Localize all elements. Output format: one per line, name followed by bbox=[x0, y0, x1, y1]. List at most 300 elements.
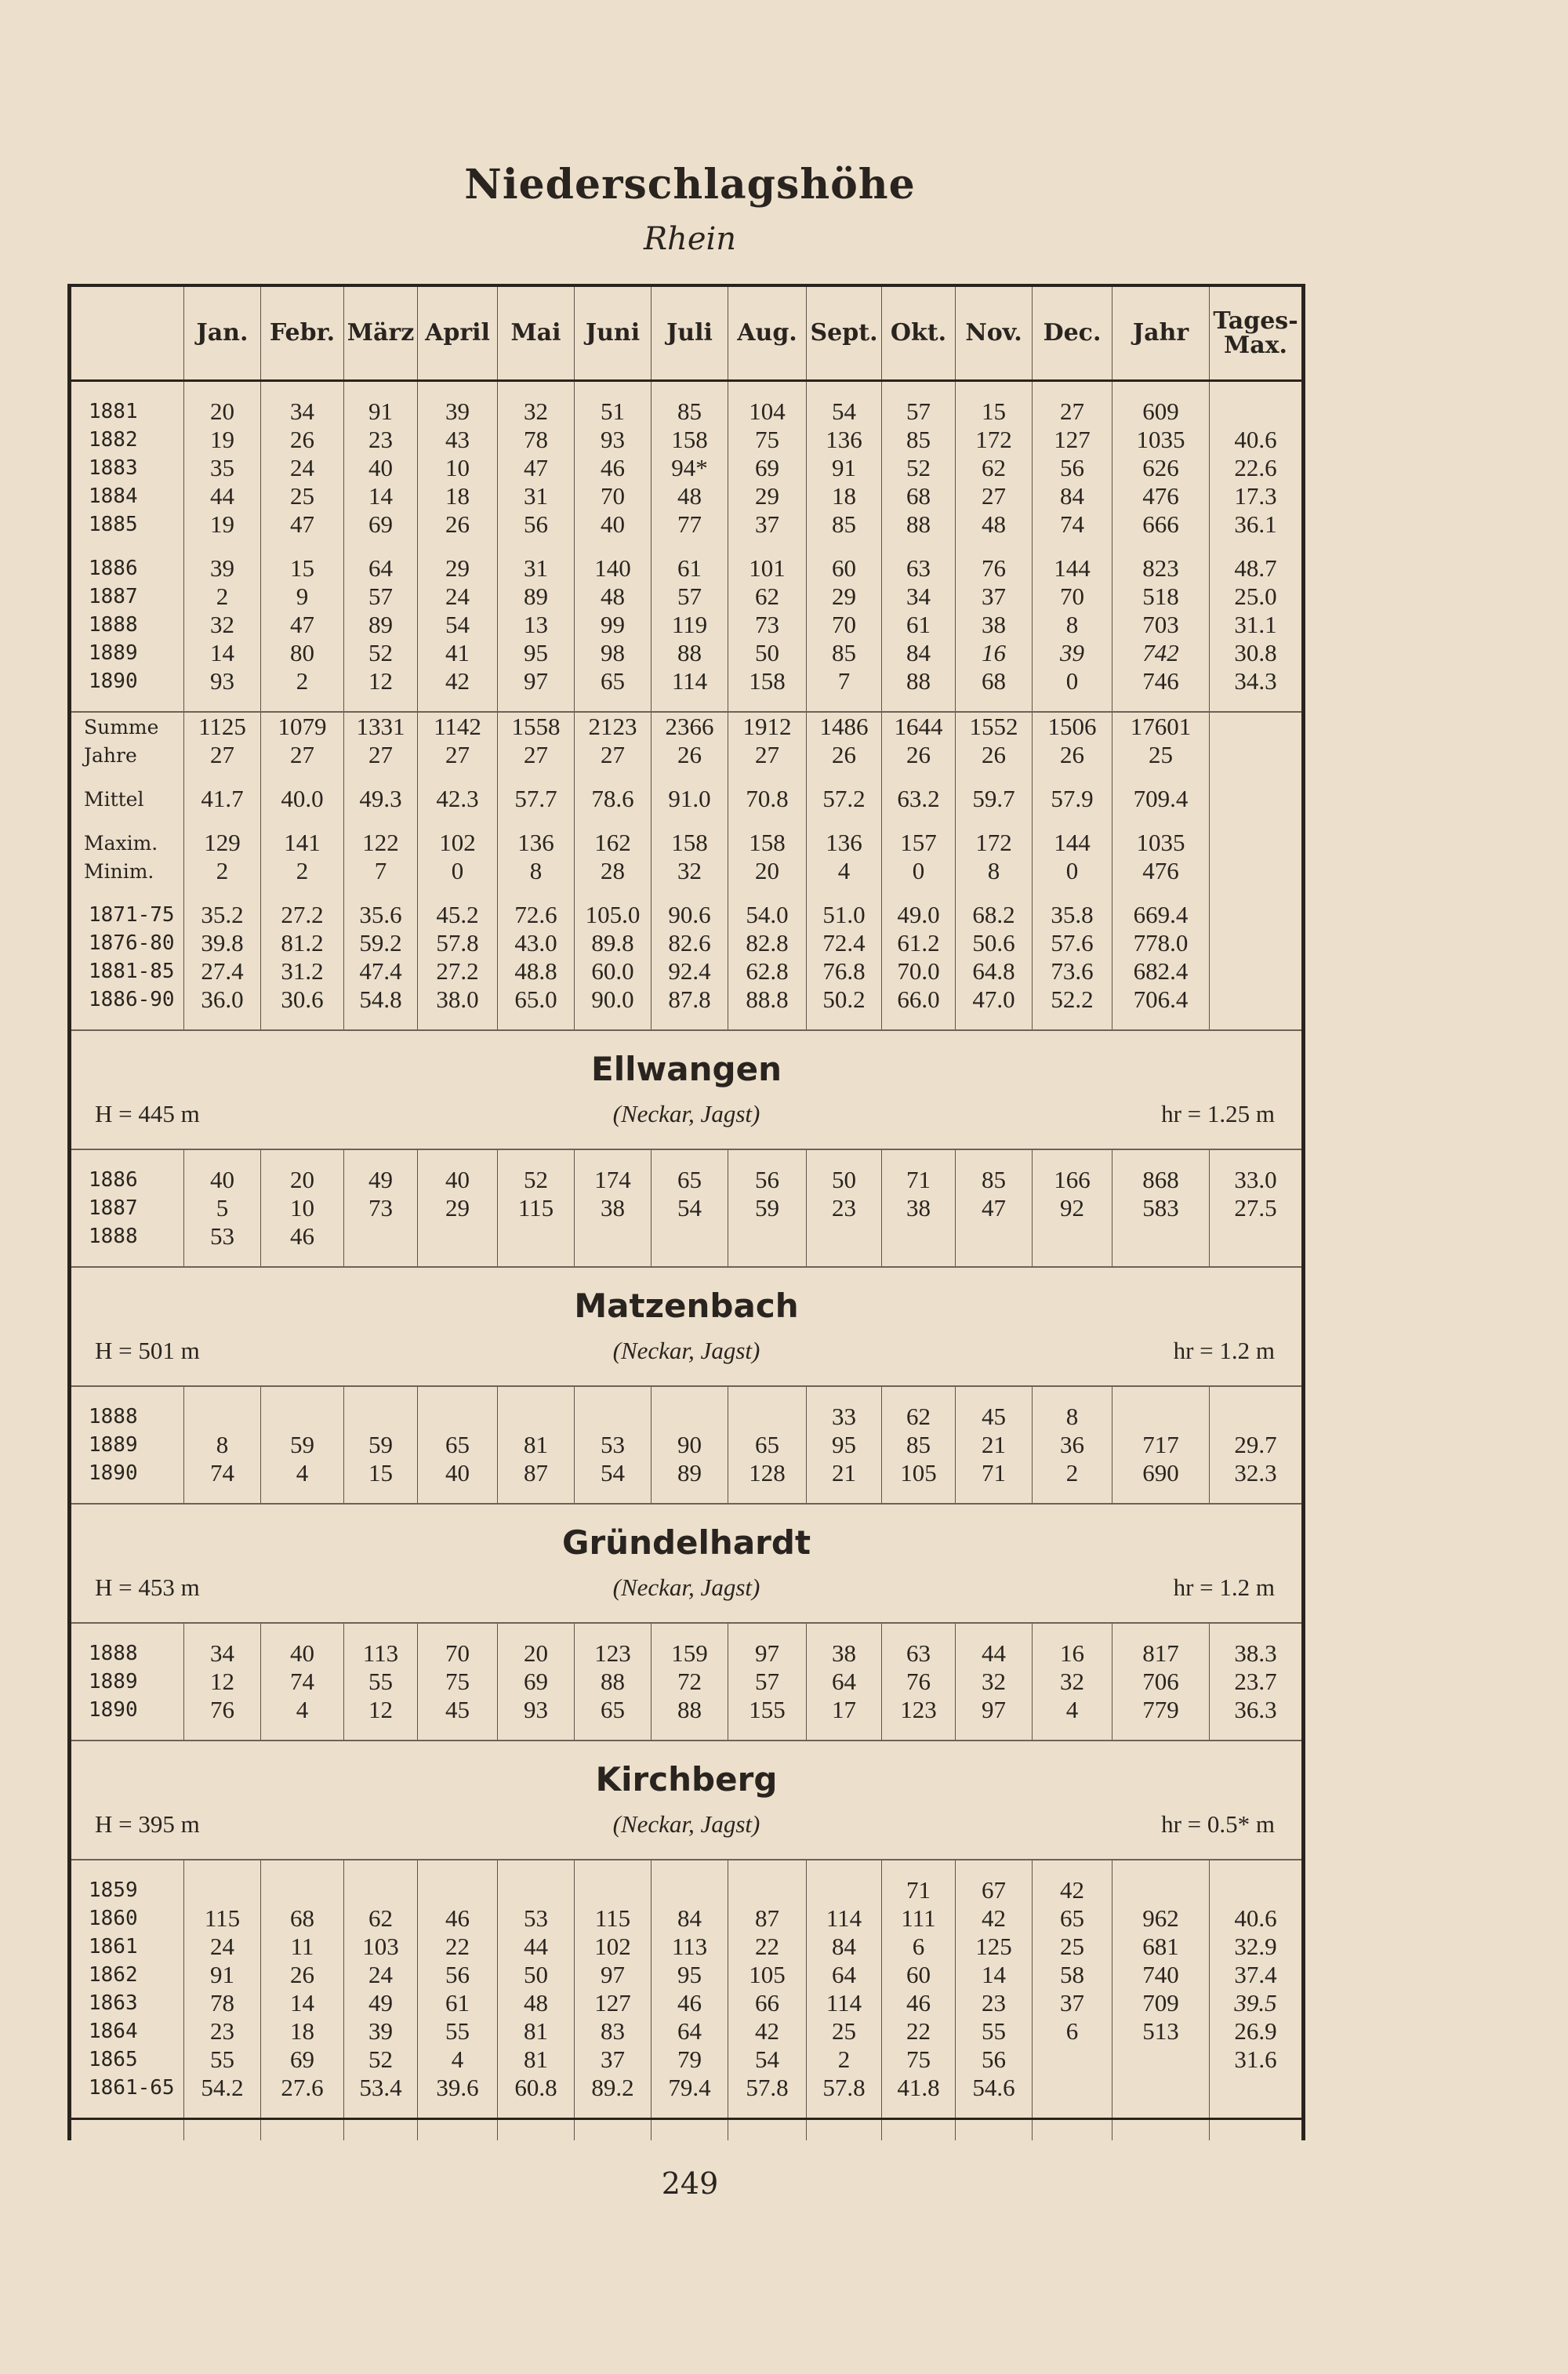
station-river: (Neckar, Jagst) bbox=[612, 1574, 760, 1601]
table-cell: 54 bbox=[807, 397, 882, 426]
table-cell: 103 bbox=[344, 1933, 418, 1961]
table-cell bbox=[1210, 986, 1304, 1014]
table-cell: 57 bbox=[652, 583, 728, 611]
table-cell: 55 bbox=[344, 1668, 418, 1696]
table-cell: 42 bbox=[956, 1904, 1033, 1933]
table-cell bbox=[498, 1403, 575, 1431]
table-cell: 779 bbox=[1112, 1696, 1210, 1724]
table-cell: 81 bbox=[498, 2017, 575, 2045]
table-cell: 73 bbox=[728, 611, 807, 639]
table-cell: 36.3 bbox=[1210, 1696, 1304, 1724]
table-cell: 119 bbox=[652, 611, 728, 639]
table-cell: 40 bbox=[418, 1459, 498, 1487]
table-cell: 27 bbox=[1033, 397, 1112, 426]
table-cell: 41.7 bbox=[184, 785, 261, 813]
table-row bbox=[70, 1933, 1304, 1961]
table-cell: 27.2 bbox=[418, 957, 498, 986]
table-cell: 56 bbox=[418, 1961, 498, 1989]
table-cell: 7 bbox=[344, 857, 418, 885]
table-cell: 74 bbox=[1033, 510, 1112, 539]
table-cell: 54 bbox=[728, 2045, 807, 2074]
table-cell: 49 bbox=[344, 1166, 418, 1194]
table-cell: 54.0 bbox=[728, 901, 807, 929]
table-cell: 36 bbox=[1033, 1431, 1112, 1459]
table-cell: 39.8 bbox=[184, 929, 261, 957]
row-label: 1888 bbox=[89, 1225, 138, 1248]
table-cell: 102 bbox=[575, 1933, 652, 1961]
table-cell: 22.6 bbox=[1210, 454, 1304, 482]
table-row bbox=[70, 1696, 1304, 1724]
station-elevation: H = 445 m bbox=[95, 1100, 200, 1127]
row-label: 1890 bbox=[89, 670, 138, 693]
table-cell bbox=[652, 1222, 728, 1251]
table-cell: 85 bbox=[807, 510, 882, 539]
table-cell: 1331 bbox=[344, 712, 418, 741]
table-cell: 29 bbox=[728, 482, 807, 510]
table-cell: 48 bbox=[956, 510, 1033, 539]
row-label: 1881-85 bbox=[89, 960, 175, 983]
table-cell: 709 bbox=[1112, 1989, 1210, 2017]
row-label: Summe bbox=[70, 712, 184, 741]
table-cell: 61.2 bbox=[882, 929, 956, 957]
table-row bbox=[70, 667, 1304, 695]
station-river: (Neckar, Jagst) bbox=[612, 1810, 760, 1838]
table-cell: 158 bbox=[728, 829, 807, 857]
table-cell: 47.0 bbox=[956, 986, 1033, 1014]
table-cell: 127 bbox=[575, 1989, 652, 2017]
table-cell: 38.0 bbox=[418, 986, 498, 1014]
table-cell: 709.4 bbox=[1112, 785, 1210, 813]
table-cell: 158 bbox=[652, 829, 728, 857]
table-cell: 93 bbox=[184, 667, 261, 695]
table-cell: 37.4 bbox=[1210, 1961, 1304, 1989]
table-cell: 63.2 bbox=[882, 785, 956, 813]
table-cell: 4 bbox=[1033, 1696, 1112, 1724]
table-cell: 82.6 bbox=[652, 929, 728, 957]
table-cell: 23 bbox=[184, 2017, 261, 2045]
table-cell: 2 bbox=[184, 583, 261, 611]
table-cell: 174 bbox=[575, 1166, 652, 1194]
table-row bbox=[70, 1403, 1304, 1431]
header-cell: Mai bbox=[498, 285, 575, 381]
table-cell: 157 bbox=[882, 829, 956, 857]
table-cell: 53 bbox=[575, 1431, 652, 1459]
table-cell: 27 bbox=[418, 741, 498, 769]
station-name: Matzenbach bbox=[574, 1287, 799, 1325]
table-cell: 48.8 bbox=[498, 957, 575, 986]
table-cell: 40 bbox=[261, 1639, 344, 1668]
table-cell: 44 bbox=[956, 1639, 1033, 1668]
table-cell: 32 bbox=[956, 1668, 1033, 1696]
table-cell: 17601 bbox=[1112, 712, 1210, 741]
table-cell: 0 bbox=[882, 857, 956, 885]
table-row bbox=[70, 1166, 1304, 1194]
header-cell: Tages-Max. bbox=[1210, 285, 1304, 381]
table-cell: 89 bbox=[498, 583, 575, 611]
table-cell bbox=[882, 1222, 956, 1251]
table-cell: 32 bbox=[652, 857, 728, 885]
table-cell: 114 bbox=[807, 1989, 882, 2017]
table-cell: 476 bbox=[1112, 857, 1210, 885]
table-row bbox=[70, 611, 1304, 639]
table-cell: 18 bbox=[261, 2017, 344, 2045]
spacer-row bbox=[70, 885, 1304, 901]
table-cell bbox=[1112, 1222, 1210, 1251]
table-cell: 87.8 bbox=[652, 986, 728, 1014]
table-cell: 681 bbox=[1112, 1933, 1210, 1961]
station-gauge-height: hr = 1.2 m bbox=[1173, 1337, 1275, 1364]
table-cell: 1079 bbox=[261, 712, 344, 741]
table-cell: 64.8 bbox=[956, 957, 1033, 986]
table-cell: 59 bbox=[728, 1194, 807, 1222]
table-cell: 61 bbox=[418, 1989, 498, 2017]
row-label: 1862 bbox=[89, 1963, 138, 1987]
table-cell: 166 bbox=[1033, 1166, 1112, 1194]
table-cell: 823 bbox=[1112, 554, 1210, 583]
table-row bbox=[70, 482, 1304, 510]
table-cell: 61 bbox=[652, 554, 728, 583]
period-row bbox=[70, 929, 1304, 957]
table-cell: 39.6 bbox=[418, 2074, 498, 2102]
summary-row bbox=[70, 829, 1304, 857]
row-label: 1884 bbox=[89, 485, 138, 508]
table-cell: 67 bbox=[956, 1876, 1033, 1904]
table-cell bbox=[956, 1222, 1033, 1251]
table-cell: 105 bbox=[728, 1961, 807, 1989]
table-cell: 88 bbox=[575, 1668, 652, 1696]
table-cell: 29 bbox=[418, 554, 498, 583]
table-cell: 74 bbox=[184, 1459, 261, 1487]
page-title: Niederschlagshöhe bbox=[464, 161, 916, 209]
table-cell: 12 bbox=[344, 667, 418, 695]
table-cell: 78.6 bbox=[575, 785, 652, 813]
table-cell bbox=[807, 1222, 882, 1251]
spacer-row bbox=[70, 813, 1304, 829]
table-cell: 69 bbox=[261, 2045, 344, 2074]
table-cell: 8 bbox=[1033, 611, 1112, 639]
page-number: 249 bbox=[661, 2166, 719, 2201]
station-river: (Neckar, Jagst) bbox=[612, 1100, 760, 1127]
table-row bbox=[70, 1668, 1304, 1696]
table-cell: 6 bbox=[1033, 2017, 1112, 2045]
table-cell: 2 bbox=[261, 857, 344, 885]
table-cell: 626 bbox=[1112, 454, 1210, 482]
table-cell: 19 bbox=[184, 510, 261, 539]
table-cell: 39 bbox=[184, 554, 261, 583]
table-row bbox=[70, 1222, 1304, 1251]
header-cell: Juli bbox=[652, 285, 728, 381]
table-cell: 76.8 bbox=[807, 957, 882, 986]
table-cell: 72.6 bbox=[498, 901, 575, 929]
table-cell: 57.7 bbox=[498, 785, 575, 813]
summary-row bbox=[70, 857, 1304, 885]
table-cell: 17 bbox=[807, 1696, 882, 1724]
table-cell: 5 bbox=[184, 1194, 261, 1222]
table-cell: 65 bbox=[575, 667, 652, 695]
header-cell: Dec. bbox=[1033, 285, 1112, 381]
table-cell: 56 bbox=[1033, 454, 1112, 482]
table-cell: 68 bbox=[261, 1904, 344, 1933]
row-label: Mittel bbox=[84, 787, 144, 811]
table-row bbox=[70, 1194, 1304, 1222]
table-cell: 1035 bbox=[1112, 426, 1210, 454]
table-cell: 27 bbox=[184, 741, 261, 769]
table-cell bbox=[1210, 929, 1304, 957]
spacer-row bbox=[70, 695, 1304, 712]
table-cell: 40 bbox=[344, 454, 418, 482]
table-cell bbox=[1210, 901, 1304, 929]
table-cell: 42.3 bbox=[418, 785, 498, 813]
row-label: 1881 bbox=[89, 400, 138, 423]
table-cell: 111 bbox=[882, 1904, 956, 1933]
table-cell: 50 bbox=[498, 1961, 575, 1989]
table-cell bbox=[575, 1876, 652, 1904]
table-cell: 79 bbox=[652, 2045, 728, 2074]
table-cell: 62 bbox=[956, 454, 1033, 482]
table-cell: 2 bbox=[1033, 1459, 1112, 1487]
table-cell: 113 bbox=[652, 1933, 728, 1961]
table-cell: 114 bbox=[652, 667, 728, 695]
table-cell: 89.8 bbox=[575, 929, 652, 957]
table-cell: 129 bbox=[184, 829, 261, 857]
table-cell: 37 bbox=[956, 583, 1033, 611]
table-cell bbox=[1033, 2074, 1112, 2102]
table-cell: 0 bbox=[418, 857, 498, 885]
table-cell: 52 bbox=[882, 454, 956, 482]
table-cell: 36.1 bbox=[1210, 510, 1304, 539]
table-cell: 513 bbox=[1112, 2017, 1210, 2045]
table-cell: 706.4 bbox=[1112, 986, 1210, 1014]
row-label: 1889 bbox=[89, 1670, 138, 1693]
table-cell: 27.2 bbox=[261, 901, 344, 929]
table-cell: 101 bbox=[728, 554, 807, 583]
table-cell: 47 bbox=[261, 510, 344, 539]
table-cell bbox=[1210, 712, 1304, 741]
table-cell bbox=[1210, 857, 1304, 885]
station-name: Gründelhardt bbox=[561, 1523, 811, 1562]
table-cell: 39 bbox=[418, 397, 498, 426]
spacer-row bbox=[70, 539, 1304, 554]
table-cell: 79.4 bbox=[652, 2074, 728, 2102]
table-cell: 48 bbox=[652, 482, 728, 510]
table-cell: 26 bbox=[807, 741, 882, 769]
table-cell: 2 bbox=[184, 857, 261, 885]
table-cell: 45.2 bbox=[418, 901, 498, 929]
table-cell: 66.0 bbox=[882, 986, 956, 1014]
table-cell: 26.9 bbox=[1210, 2017, 1304, 2045]
table-cell: 136 bbox=[807, 829, 882, 857]
table-cell: 37 bbox=[575, 2045, 652, 2074]
precipitation-table bbox=[67, 284, 1305, 2140]
table-cell: 85 bbox=[956, 1166, 1033, 1194]
table-cell: 63 bbox=[882, 554, 956, 583]
table-cell: 69 bbox=[344, 510, 418, 539]
table-cell: 77 bbox=[652, 510, 728, 539]
table-cell: 49.3 bbox=[344, 785, 418, 813]
row-label: 1888 bbox=[89, 613, 138, 637]
spacer-row bbox=[70, 2102, 1304, 2119]
table-cell: 609 bbox=[1112, 397, 1210, 426]
table-cell: 817 bbox=[1112, 1639, 1210, 1668]
table-cell: 84 bbox=[807, 1933, 882, 1961]
table-cell: 35 bbox=[184, 454, 261, 482]
station-name: Ellwangen bbox=[591, 1050, 782, 1088]
row-label: 1890 bbox=[89, 1698, 138, 1722]
table-cell: 26 bbox=[1033, 741, 1112, 769]
table-cell: 27 bbox=[575, 741, 652, 769]
table-cell bbox=[1210, 1403, 1304, 1431]
table-cell bbox=[1112, 2074, 1210, 2102]
table-cell: 40.0 bbox=[261, 785, 344, 813]
table-cell: 1912 bbox=[728, 712, 807, 741]
table-cell: 24 bbox=[261, 454, 344, 482]
table-cell: 53 bbox=[184, 1222, 261, 1251]
table-cell: 4 bbox=[261, 1459, 344, 1487]
row-label: 1860 bbox=[89, 1907, 138, 1930]
table-row bbox=[70, 1639, 1304, 1668]
period-row bbox=[70, 986, 1304, 1014]
table-cell: 666 bbox=[1112, 510, 1210, 539]
table-cell: 90.6 bbox=[652, 901, 728, 929]
table-cell: 89 bbox=[652, 1459, 728, 1487]
table-cell: 99 bbox=[575, 611, 652, 639]
table-cell: 64 bbox=[344, 554, 418, 583]
table-cell: 81 bbox=[498, 1431, 575, 1459]
header-cell: Jan. bbox=[184, 285, 261, 381]
table-cell: 98 bbox=[575, 639, 652, 667]
table-cell: 60 bbox=[807, 554, 882, 583]
table-cell: 125 bbox=[956, 1933, 1033, 1961]
table-cell: 48.7 bbox=[1210, 554, 1304, 583]
table-cell: 2123 bbox=[575, 712, 652, 741]
table-cell bbox=[344, 1403, 418, 1431]
table-cell: 22 bbox=[882, 2017, 956, 2045]
table-cell: 42 bbox=[418, 667, 498, 695]
table-cell: 90 bbox=[652, 1431, 728, 1459]
table-cell: 43 bbox=[418, 426, 498, 454]
table-cell: 61 bbox=[882, 611, 956, 639]
table-cell: 162 bbox=[575, 829, 652, 857]
table-cell: 68 bbox=[882, 482, 956, 510]
table-cell: 868 bbox=[1112, 1166, 1210, 1194]
table-cell bbox=[1033, 2045, 1112, 2074]
table-cell: 24 bbox=[344, 1961, 418, 1989]
table-cell: 51.0 bbox=[807, 901, 882, 929]
table-cell: 128 bbox=[728, 1459, 807, 1487]
station-elevation: H = 453 m bbox=[95, 1574, 200, 1601]
station-header bbox=[70, 1741, 1304, 1860]
table-cell: 14 bbox=[184, 639, 261, 667]
table-cell: 91 bbox=[807, 454, 882, 482]
table-cell: 28 bbox=[575, 857, 652, 885]
table-cell: 1486 bbox=[807, 712, 882, 741]
table-cell bbox=[1112, 1876, 1210, 1904]
table-cell: 72 bbox=[652, 1668, 728, 1696]
table-cell: 92 bbox=[1033, 1194, 1112, 1222]
table-row bbox=[70, 1876, 1304, 1904]
table-cell: 717 bbox=[1112, 1431, 1210, 1459]
table-cell: 60 bbox=[882, 1961, 956, 1989]
table-cell: 56 bbox=[728, 1166, 807, 1194]
table-cell bbox=[418, 1876, 498, 1904]
table-cell: 25 bbox=[261, 482, 344, 510]
table-cell: 55 bbox=[956, 2017, 1033, 2045]
row-label: 1889 bbox=[89, 1433, 138, 1457]
table-cell bbox=[1210, 397, 1304, 426]
row-label: 1883 bbox=[89, 456, 138, 480]
table-cell: 81.2 bbox=[261, 929, 344, 957]
table-cell: 12 bbox=[184, 1668, 261, 1696]
table-cell: 25 bbox=[807, 2017, 882, 2045]
table-cell: 40.6 bbox=[1210, 426, 1304, 454]
station-gauge-height: hr = 0.5* m bbox=[1161, 1810, 1275, 1838]
table-cell: 15 bbox=[261, 554, 344, 583]
table-cell: 89 bbox=[344, 611, 418, 639]
table-cell bbox=[1210, 2074, 1304, 2102]
header-cell: Nov. bbox=[956, 285, 1033, 381]
table-cell: 60.0 bbox=[575, 957, 652, 986]
table-row bbox=[70, 2074, 1304, 2102]
station-elevation: H = 501 m bbox=[95, 1337, 200, 1364]
table-cell: 22 bbox=[418, 1933, 498, 1961]
table-cell: 68 bbox=[956, 667, 1033, 695]
table-cell bbox=[807, 1876, 882, 1904]
table-cell bbox=[184, 1876, 261, 1904]
table-cell bbox=[261, 1403, 344, 1431]
spacer-row bbox=[70, 1149, 1304, 1166]
table-cell: 4 bbox=[418, 2045, 498, 2074]
table-cell: 44 bbox=[498, 1933, 575, 1961]
table-cell: 32 bbox=[1033, 1668, 1112, 1696]
table-cell bbox=[1033, 1222, 1112, 1251]
table-cell: 57.9 bbox=[1033, 785, 1112, 813]
row-label: 1871-75 bbox=[89, 903, 175, 927]
table-cell: 81 bbox=[498, 2045, 575, 2074]
table-cell bbox=[1112, 2045, 1210, 2074]
table-cell: 8 bbox=[956, 857, 1033, 885]
table-cell: 57 bbox=[882, 397, 956, 426]
table-cell: 19 bbox=[184, 426, 261, 454]
table-cell: 32 bbox=[184, 611, 261, 639]
table-cell: 37 bbox=[1033, 1989, 1112, 2017]
table-cell: 49.0 bbox=[882, 901, 956, 929]
table-cell: 70.8 bbox=[728, 785, 807, 813]
table-cell bbox=[1210, 741, 1304, 769]
table-cell: 71 bbox=[882, 1166, 956, 1194]
table-cell: 88 bbox=[652, 1696, 728, 1724]
table-cell: 26 bbox=[418, 510, 498, 539]
table-cell: 29 bbox=[807, 583, 882, 611]
table-cell: 127 bbox=[1033, 426, 1112, 454]
station-gauge-height: hr = 1.2 m bbox=[1173, 1574, 1275, 1601]
table-cell: 123 bbox=[882, 1696, 956, 1724]
table-cell: 51 bbox=[575, 397, 652, 426]
table-cell: 78 bbox=[498, 426, 575, 454]
table-cell: 90.0 bbox=[575, 986, 652, 1014]
table-cell: 158 bbox=[728, 667, 807, 695]
table-cell: 141 bbox=[261, 829, 344, 857]
table-cell: 73 bbox=[344, 1194, 418, 1222]
table-cell: 25 bbox=[1033, 1933, 1112, 1961]
table-cell bbox=[1210, 829, 1304, 857]
table-cell: 84 bbox=[1033, 482, 1112, 510]
header-cell bbox=[70, 285, 184, 381]
table-cell: 64 bbox=[652, 2017, 728, 2045]
table-cell: 746 bbox=[1112, 667, 1210, 695]
table-cell: 55 bbox=[418, 2017, 498, 2045]
table-cell: 31 bbox=[498, 554, 575, 583]
table-cell: 65 bbox=[418, 1431, 498, 1459]
